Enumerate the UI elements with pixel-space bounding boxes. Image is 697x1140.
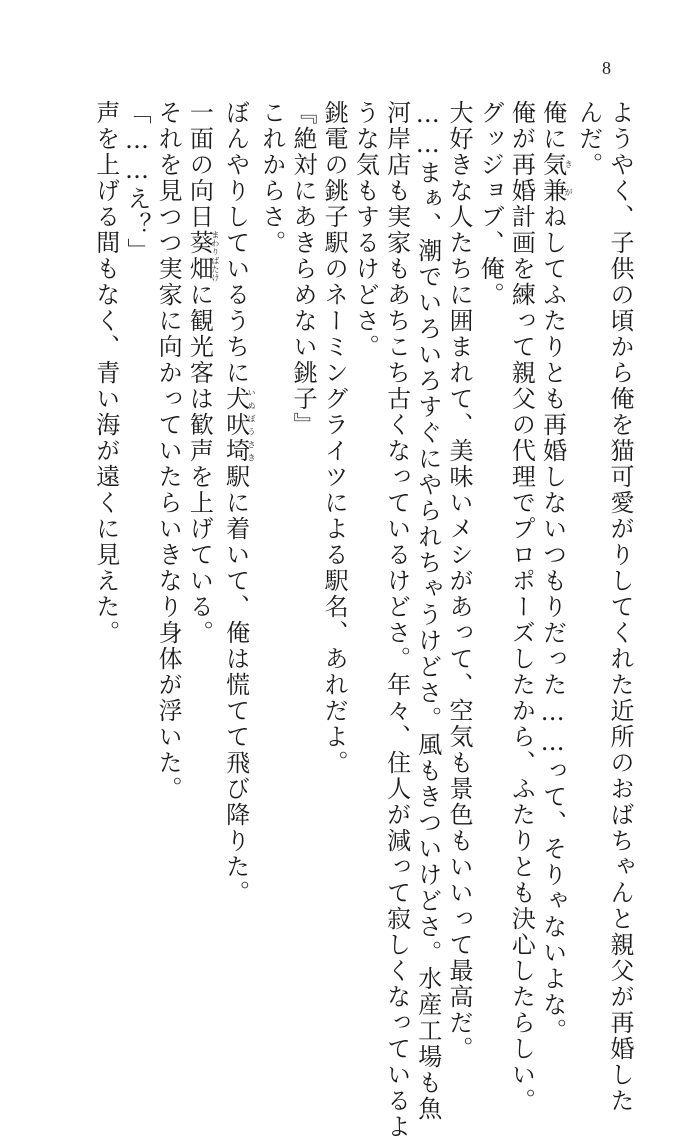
text-line-ruby — [219, 100, 255, 970]
ruby-word — [538, 152, 574, 204]
text-line: 大好きな人たちに囲まれて、美味いメシがあって、空気も景色もいいって最高だ。 — [444, 100, 473, 1062]
ruby-word — [221, 386, 257, 464]
text-line: 声を上げる間もなく、青い海が遠くに見えた。 — [91, 100, 120, 646]
ruby-base: 葵畑 — [185, 230, 214, 282]
ruby-reading: いぬぼうさき — [247, 386, 257, 464]
text-line: 俺が再婚計画を練って親父の代理でプロポーズしたから、ふたりとも決心したらしい。 — [507, 100, 536, 1114]
text-segment: 駅に着いて、俺は慌てて飛び降りた。 — [221, 464, 250, 906]
page-number: 8 — [602, 58, 611, 78]
text-line: 河岸店も実家もあちこち古くなっているけどさ。年々、住人が減って寂しくなっているよ — [382, 100, 411, 1140]
text-line: グッジョブ、俺。 — [476, 100, 505, 308]
text-segment: に観光客は歓声を上げている。 — [185, 282, 214, 646]
text-line: 『絶対にあきらめない銚子』 — [288, 100, 317, 438]
ruby-base: 気兼 — [538, 152, 567, 204]
text-line: ようやく、子供の頃から俺を猫可愛がりしてくれた近所のおばちゃんと親父が再婚した — [606, 100, 634, 1114]
text-segment: ぼんやりしているうちに — [221, 100, 250, 386]
text-segment: 一面の向日 — [185, 100, 214, 230]
ruby-base: 犬吠埼 — [221, 386, 250, 464]
text-line: 銚電の銚子駅のネーミングライツによる駅名、あれだよ。 — [320, 100, 349, 776]
text-line: うな気もするけどさ。 — [351, 100, 380, 360]
ruby-reading: まわりばたけ — [210, 230, 220, 282]
text-line: それを見つつ実家に向かっていたらいきなり身体が浮いた。 — [154, 100, 183, 802]
text-segment: 俺に — [538, 100, 567, 152]
ruby-word — [185, 230, 220, 282]
text-segment: ねしてふたりとも再婚しないつもりだった……って、そりゃないよな。 — [538, 204, 567, 1044]
text-line: これからさ。 — [257, 100, 286, 256]
text-line: 「……え？」 — [122, 100, 151, 264]
text-line: んだ。 — [574, 100, 603, 178]
text-line: ……まぁ、潮でいろいろすぐにやられちゃうけどさ。風もきついけどさ。水産工場も魚 — [413, 100, 442, 1122]
text-line-ruby — [536, 100, 574, 1044]
text-line-ruby — [183, 100, 219, 970]
body-text — [90, 100, 635, 1140]
ruby-reading: きが — [564, 152, 574, 204]
